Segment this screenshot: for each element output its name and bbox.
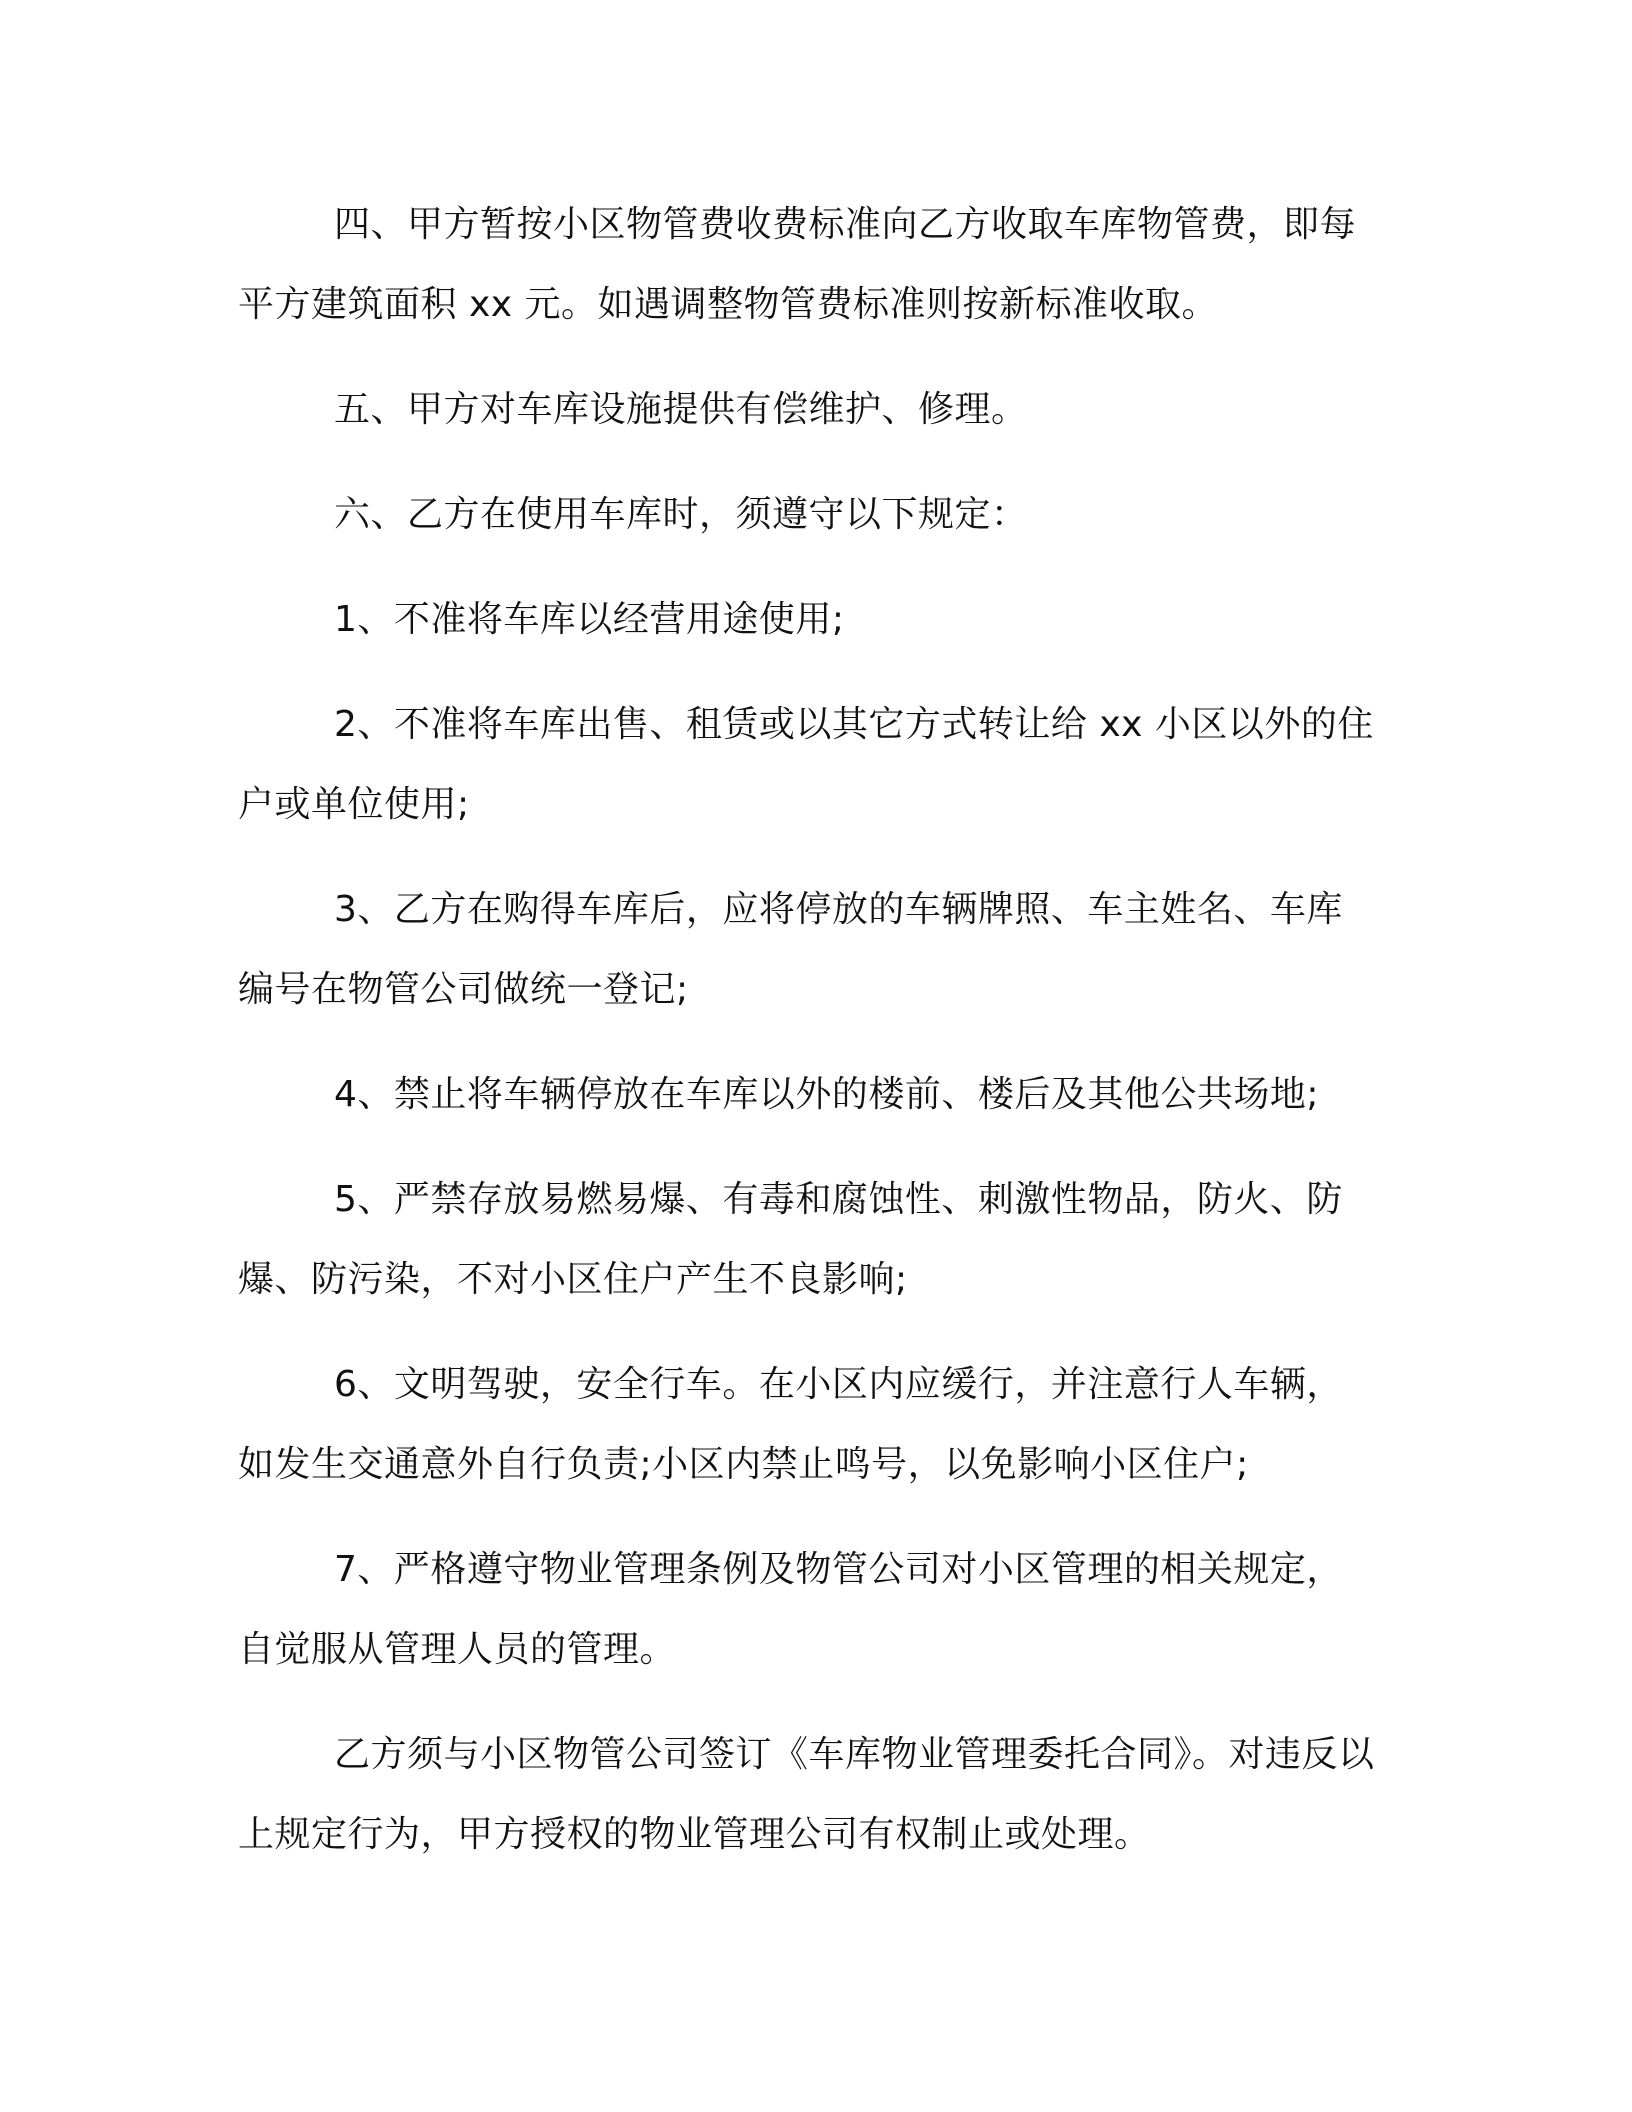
rule-item-2: 2、不准将车库出售、租赁或以其它方式转让给 xx 小区以外的住户或单位使用; <box>238 704 1374 825</box>
document-body <box>238 185 1378 1900</box>
clause-four-fee: 四、甲方暂按小区物管费收费标准向乙方收取车库物管费，即每平方建筑面积 xx 元。如遇调整物管费标准则按新标准收取。 <box>238 204 1357 325</box>
rule-item-5: 5、严禁存放易燃易爆、有毒和腐蚀性、刺激性物品，防火、防爆、防污染，不对小区住户产生不良影响; <box>238 1179 1343 1300</box>
rule-item-6: 6、文明驾驶，安全行车。在小区内应缓行，并注意行人车辆，如发生交通意外自行负责;小区内禁止鸣号，以免影响小区住户; <box>238 1364 1343 1485</box>
rule-item-7: 7、严格遵守物业管理条例及物管公司对小区管理的相关规定，自觉服从管理人员的管理。 <box>238 1549 1343 1670</box>
clause-six-rules-intro: 六、乙方在使用车库时，须遵守以下规定： <box>334 494 1028 535</box>
rule-item-3: 3、乙方在购得车库后，应将停放的车辆牌照、车主姓名、车库编号在物管公司做统一登记; <box>238 889 1343 1010</box>
clause-five-maintenance: 五、甲方对车库设施提供有偿维护、修理。 <box>334 389 1028 430</box>
closing-paragraph: 乙方须与小区物管公司签订《车库物业管理委托合同》。对违反以上规定行为，甲方授权的物业管理公司有权制止或处理。 <box>238 1734 1375 1855</box>
rule-item-1: 1、不准将车库以经营用途使用; <box>334 599 845 640</box>
rule-item-4: 4、禁止将车辆停放在车库以外的楼前、楼后及其他公共场地; <box>334 1074 1320 1115</box>
